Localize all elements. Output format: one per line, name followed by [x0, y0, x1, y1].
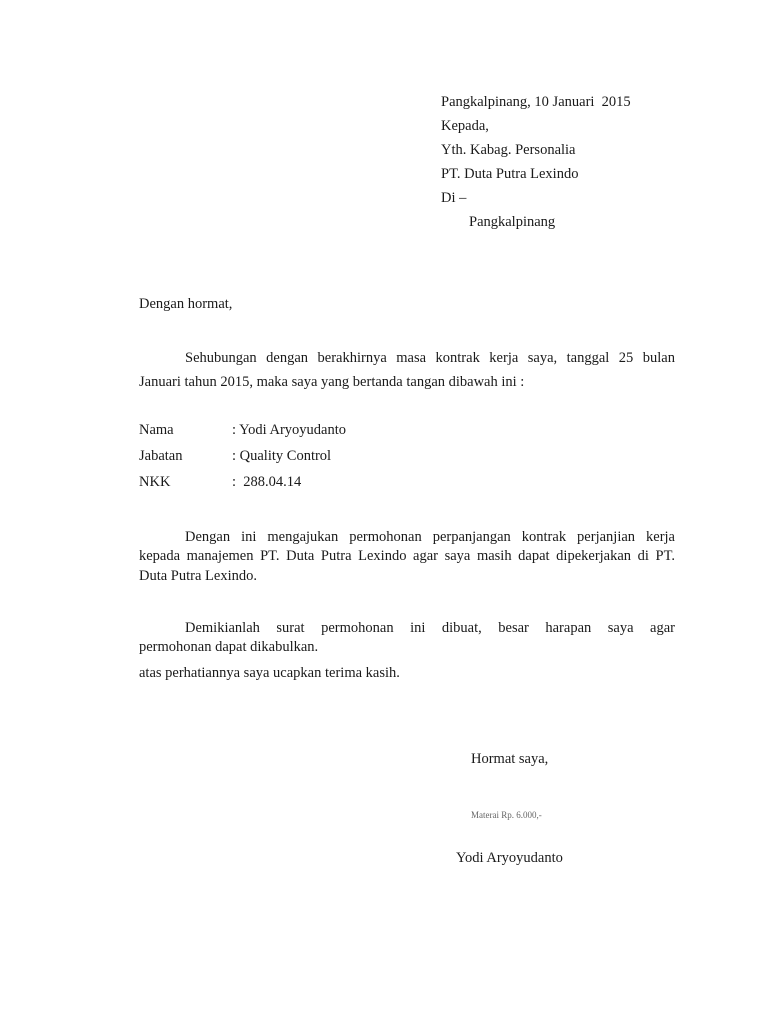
- regards: Hormat saya,: [471, 751, 549, 767]
- identity-label: Jabatan: [139, 448, 183, 464]
- stamp-note: Materai Rp. 6.000,-: [471, 810, 542, 820]
- to-label: Kepada,: [441, 118, 489, 134]
- place-date: Pangkalpinang, 10 Januari 2015: [441, 94, 631, 110]
- company: PT. Duta Putra Lexindo: [441, 166, 579, 182]
- identity-value: : Yodi Aryoyudanto: [232, 422, 347, 438]
- recipient: Yth. Kabag. Personalia: [441, 142, 576, 158]
- identity-label: NKK: [139, 474, 171, 490]
- signer-name: Yodi Aryoyudanto: [456, 850, 563, 866]
- body-line: Duta Putra Lexindo.: [139, 568, 257, 584]
- identity-value: : Quality Control: [232, 448, 332, 464]
- at-label: Di –: [441, 190, 467, 206]
- closing-line: Demikianlah surat permohonan ini dibuat, besar harapan saya agar: [185, 620, 675, 636]
- greeting: Dengan hormat,: [139, 296, 233, 312]
- city: Pangkalpinang: [469, 214, 556, 230]
- body-line: Dengan ini mengajukan permohonan perpanjangan kontrak perjanjian kerja: [185, 529, 675, 545]
- intro-line: Sehubungan dengan berakhirnya masa kontrak kerja saya, tanggal 25 bulan: [185, 350, 675, 366]
- closing-line: permohonan dapat dikabulkan.: [139, 639, 319, 655]
- identity-label: Nama: [139, 422, 174, 438]
- closing-line: atas perhatiannya saya ucapkan terima kasih.: [139, 665, 400, 681]
- identity-value: : 288.04.14: [232, 474, 302, 490]
- intro-line: Januari tahun 2015, maka saya yang bertanda tangan dibawah ini :: [139, 374, 525, 390]
- body-line: kepada manajemen PT. Duta Putra Lexindo agar saya masih dapat dipekerjakan di PT.: [139, 548, 675, 564]
